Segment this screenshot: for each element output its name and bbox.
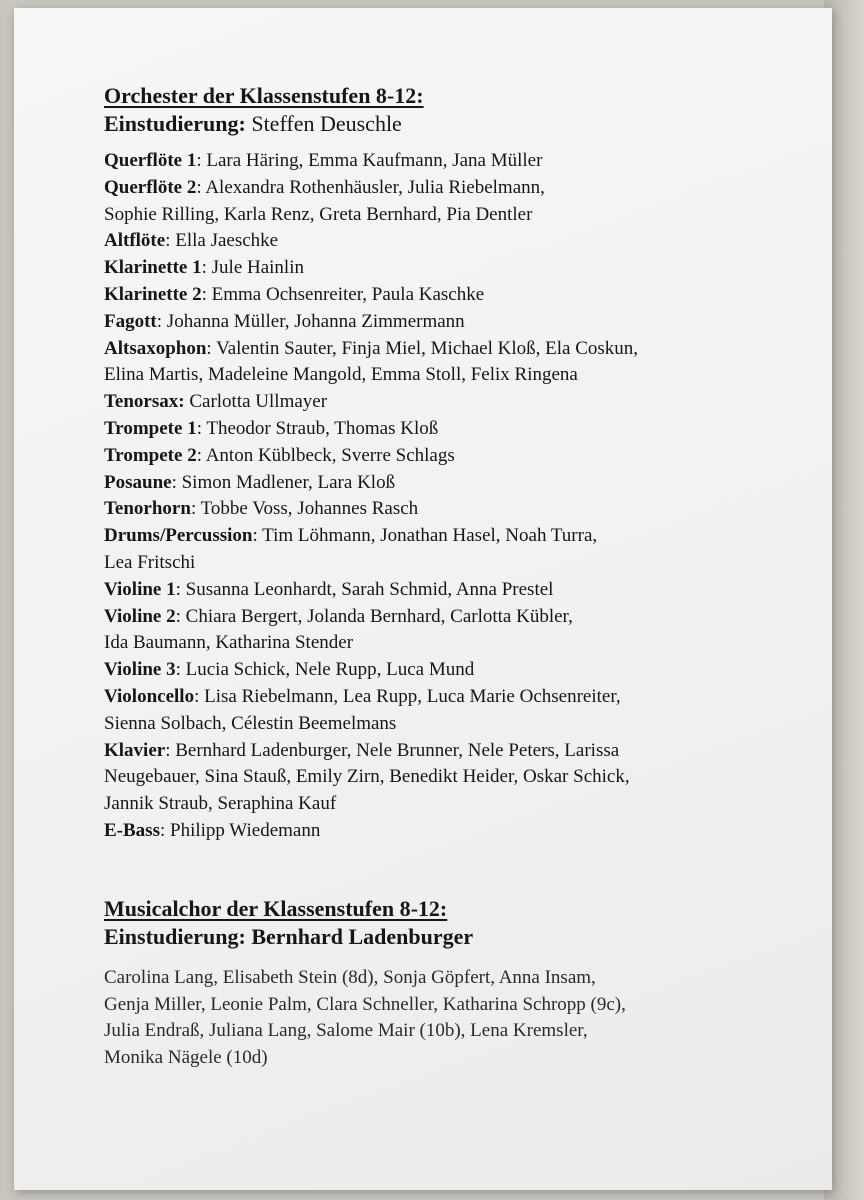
instrument-separator: : [175,605,186,627]
instrument-row [104,255,804,282]
instrument-separator: : [252,525,263,547]
instrument-separator: : [196,176,206,198]
instrument-name: Altsaxophon [104,337,207,359]
player-names: Johanna Müller, Johanna Zimmermann [166,310,465,332]
instrument-row [104,684,804,711]
choir-lead-name: Bernhard Ladenburger [251,923,474,949]
player-names: Ida Baumann, Katharina Stender [104,632,354,654]
instrument-separator: : [175,659,186,681]
player-names: Chiara Bergert, Jolanda Bernhard, Carlotta Kübler, [185,605,573,627]
instrument-separator: : [190,498,201,520]
orchestra-lead-label: Einstudierung: [104,111,246,136]
player-names: Tobbe Voss, Johannes Rasch [200,498,419,520]
player-names: Lucia Schick, Nele Rupp, Luca Mund [185,659,475,681]
choir-line: Monika Nägele (10d) [104,1047,268,1069]
instrument-row [104,523,804,550]
player-names: Theodor Straub, Thomas Kloß [206,417,439,439]
instrument-row [104,496,804,523]
player-names: Jule Hainlin [211,257,304,279]
player-names: Carlotta Ullmayer [189,391,328,413]
instrument-row [104,309,804,336]
instrument-row [104,336,804,363]
choir-title: Musicalchor der Klassenstufen 8-12: [104,895,448,921]
player-names: Emma Ochsenreiter, Paula Kaschke [211,283,485,305]
instrument-row-continuation [104,764,804,791]
instrument-separator: : [201,257,212,279]
instrument-row-continuation [104,711,804,738]
instrument-name: Violine 2 [104,605,176,627]
orchestra-lead-name: Steffen Deuschle [251,111,402,136]
player-names: Elina Martis, Madeleine Mangold, Emma Stoll, Felix Ringena [104,364,578,386]
instrument-row-continuation [104,202,804,229]
choir-members [104,965,804,1072]
instrument-separator: : [171,471,182,493]
player-names: Sienna Solbach, Célestin Beemelmans [104,712,397,734]
instrument-row [104,416,804,443]
instrument-row [104,228,804,255]
choir-lead-label: Einstudierung: [104,923,246,949]
instrument-separator: : [159,819,170,841]
instrument-name: Querflöte 1 [104,150,197,171]
player-names: Lea Fritschi [104,551,196,573]
instrument-name: Violine 3 [104,659,176,681]
instrument-separator: : [201,283,212,305]
document-content [104,82,804,1072]
instrument-separator: : [196,417,207,439]
instrument-row [104,738,804,765]
instrument-name: Klarinette 2 [104,283,202,305]
instrument-name: Tenorsax: [104,391,185,413]
choir-line: Genja Miller, Leonie Palm, Clara Schneller, Katharina Schropp (9c), [104,993,626,1015]
orchestra-section [104,82,804,845]
player-names: Tim Löhmann, Jonathan Hasel, Noah Turra, [262,525,598,547]
instrument-name: Tenorhorn [104,498,191,520]
instrument-name: Klavier [104,739,166,761]
instrument-name: Altflöte [104,230,166,252]
player-names: Bernhard Ladenburger, Nele Brunner, Nele Peters, Larissa [175,739,620,761]
player-names: Jannik Straub, Seraphina Kauf [104,793,337,815]
orchestra-title: Orchester der Klassenstufen 8-12: [104,83,424,108]
instrument-separator: : [175,578,186,600]
instrument-row [104,470,804,497]
orchestra-lead [104,110,804,138]
instrument-separator: : [156,310,167,332]
instrument-row [104,577,804,604]
instrument-row-continuation [104,362,804,389]
instrument-name: E-Bass [104,819,160,841]
player-names: Ella Jaeschke [175,230,279,252]
instrument-row [104,148,804,175]
instrument-name: Trompete 1 [104,417,197,439]
instrument-separator: : [165,230,176,252]
instrument-row [104,818,804,845]
player-names: Sophie Rilling, Karla Renz, Greta Bernhard, Pia Dentler [104,203,533,225]
instrument-row [104,443,804,470]
instrument-list [104,148,804,845]
instrument-row [104,282,804,309]
instrument-row [104,175,804,202]
instrument-row [104,657,804,684]
choir-line: Carolina Lang, Elisabeth Stein (8d), Sonja Göpfert, Anna Insam, [104,966,596,988]
player-names: Lara Häring, Emma Kaufmann, Jana Müller [206,150,543,171]
player-names: Susanna Leonhardt, Sarah Schmid, Anna Prestel [185,578,554,600]
instrument-row [104,389,804,416]
choir-line: Julia Endraß, Juliana Lang, Salome Mair (10b), Lena Kremsler, [104,1020,588,1042]
instrument-separator: : [194,685,205,707]
player-names: Neugebauer, Sina Stauß, Emily Zirn, Benedikt Heider, Oskar Schick, [104,766,630,788]
player-names: Anton Küblbeck, Sverre Schlags [205,444,455,466]
player-names: Philipp Wiedemann [170,819,321,841]
player-names: Simon Madlener, Lara Kloß [181,471,396,493]
instrument-separator: : [196,150,207,171]
instrument-row-continuation [104,550,804,577]
instrument-name: Violoncello [104,685,195,707]
instrument-name: Fagott [104,310,157,332]
instrument-row-continuation [104,630,804,657]
instrument-row-continuation [104,791,804,818]
player-names: Alexandra Rothenhäusler, Julia Riebelmann, [205,176,545,198]
instrument-name: Violine 1 [104,578,176,600]
instrument-name: Posaune [104,471,172,493]
instrument-separator: : [165,739,176,761]
choir-lead [104,923,804,951]
instrument-name: Querflöte 2 [104,176,197,198]
instrument-row [104,604,804,631]
player-names: Valentin Sauter, Finja Miel, Michael Kloß, Ela Coskun, [216,337,639,359]
player-names: Lisa Riebelmann, Lea Rupp, Luca Marie Ochsenreiter, [204,685,621,707]
choir-section [104,895,804,1072]
instrument-separator: : [206,337,217,359]
instrument-name: Klarinette 1 [104,257,202,279]
instrument-name: Trompete 2 [104,444,197,466]
instrument-name: Drums/Percussion [104,525,253,547]
instrument-separator: : [196,444,206,466]
